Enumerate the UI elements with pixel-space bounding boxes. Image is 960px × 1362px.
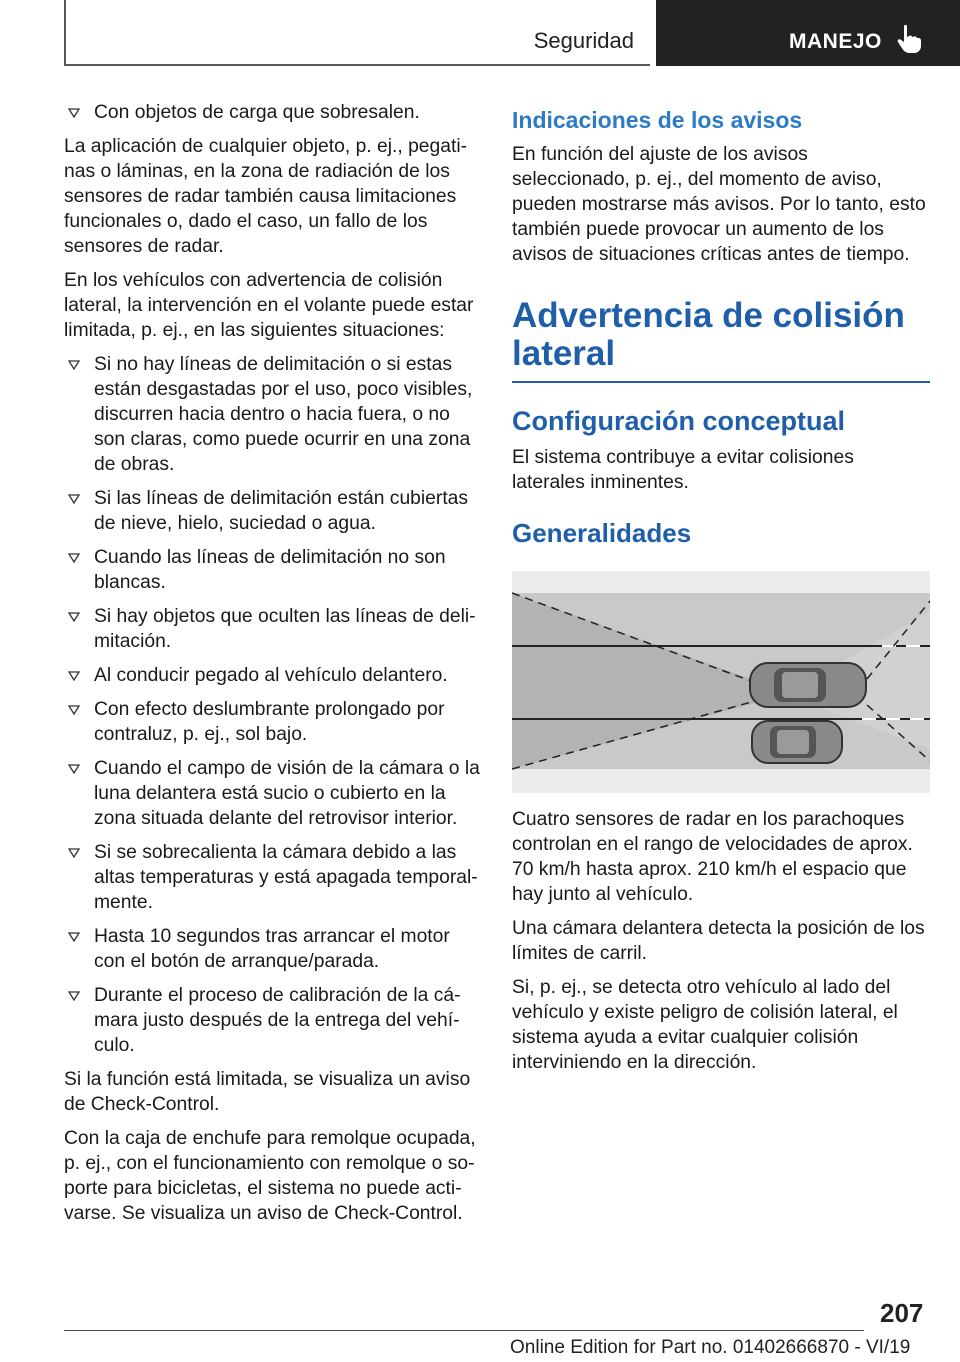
paragraph: La aplicación de cualquier objeto, p. ej., pegatinas o láminas, en la zona de radiación de los sensores de radar también causa limitaciones funcionales o, dado el caso, un fallo de los sensores de radar.	[64, 136, 468, 257]
list-item	[64, 697, 482, 747]
list-item	[64, 756, 482, 831]
triangle-bullet-icon	[68, 671, 80, 681]
list-item	[64, 604, 482, 654]
heading-concept: Configuración conceptual	[512, 406, 846, 436]
triangle-bullet-icon	[68, 612, 80, 622]
list-item-text: Si no hay líneas de delimitación o si estas están desgastadas por el uso, poco visibles, discurren hacia dentro o hacia fuera, o no son claras, como puede ocurrir en una zona de obras.	[94, 354, 473, 475]
header-divider	[64, 0, 66, 65]
list-item	[64, 545, 482, 595]
list-item	[64, 924, 482, 974]
list-item	[64, 486, 482, 536]
triangle-bullet-icon	[68, 108, 80, 118]
paragraph: En función del ajuste de los avisos seleccionado, p. ej., del momento de aviso, pueden mostrarse más avisos. Por lo tanto, esto también puede provocar un aumento de los avisos de situaciones críticas antes de tiempo.	[512, 144, 926, 265]
list-item-text: Con objetos de carga que sobresalen.	[94, 102, 420, 123]
paragraph: Si la función está limitada, se visualiza un aviso de Check-Control.	[64, 1069, 471, 1115]
right-column	[512, 100, 930, 1084]
paragraph: Con la caja de enchufe para remolque ocupada, p. ej., con el funcionamiento con remolque o soporte para bicicletas, el sistema no puede activarse. Se visualiza un aviso de Check-Control.	[64, 1128, 476, 1224]
list-item-text: Durante el proceso de calibración de la cámara justo después de la entrega del vehículo.	[94, 985, 461, 1056]
paragraph: En los vehículos con advertencia de colisión lateral, la intervención en el volante puede estar limitada, p. ej., en las siguientes situaciones:	[64, 270, 474, 341]
list-item-text: Si las líneas de delimitación están cubiertas de nieve, hielo, suciedad o agua.	[94, 488, 469, 534]
list-item	[64, 840, 482, 915]
list-item	[64, 352, 482, 477]
car-icon	[752, 721, 842, 763]
footer-divider	[64, 1330, 864, 1331]
paragraph: El sistema contribuye a evitar colisiones laterales inminentes.	[512, 447, 854, 493]
triangle-bullet-icon	[68, 764, 80, 774]
radar-sensors-illustration	[512, 571, 930, 793]
heading-general: Generalidades	[512, 518, 692, 548]
edition-info: Online Edition for Part no. 01402666870 - VI/19	[510, 1337, 911, 1358]
chapter-heading: Advertencia de colisión lateral	[512, 297, 930, 383]
list-item-text: Si hay objetos que oculten las líneas de delimitación.	[94, 606, 476, 652]
hand-pointer-icon	[896, 24, 922, 54]
situations-list	[64, 352, 482, 1058]
triangle-bullet-icon	[68, 705, 80, 715]
list-item	[64, 100, 482, 125]
page-number: 207	[880, 1298, 924, 1328]
paragraph: Cuatro sensores de radar en los parachoques controlan en el rango de velocidades de aprox. 70 km/h hasta aprox. 210 km/h el espacio que hay junto al vehículo.	[512, 809, 913, 905]
triangle-bullet-icon	[68, 848, 80, 858]
triangle-bullet-icon	[68, 360, 80, 370]
car-icon	[750, 663, 866, 707]
triangle-bullet-icon	[68, 494, 80, 504]
list-item	[64, 983, 482, 1058]
list-item-text: Cuando el campo de visión de la cámara o la luna delantera está sucio o cubierto en la zona situada delante del retrovisor interior.	[94, 758, 480, 829]
paragraph: Si, p. ej., se detecta otro vehículo al lado del vehículo y existe peligro de colisión lateral, el sistema ayuda a evitar cualquier colisión interviniendo en la dirección.	[512, 977, 898, 1073]
list-item-text: Hasta 10 segundos tras arrancar el motor con el botón de arranque/parada.	[94, 926, 450, 972]
header-underline	[64, 64, 650, 66]
paragraph: Una cámara delantera detecta la posición de los límites de carril.	[512, 918, 925, 964]
list-item-text: Al conducir pegado al vehículo delantero.	[94, 665, 448, 686]
page-header	[0, 0, 960, 66]
left-column	[64, 100, 482, 1235]
chapter-tab[interactable]	[656, 0, 960, 66]
list-item	[64, 663, 482, 688]
list-item-text: Si se sobrecalienta la cámara debido a las altas temperaturas y está apagada temporalmente.	[94, 842, 478, 913]
list-item-text: Con efecto deslumbrante prolongado por contraluz, p. ej., sol bajo.	[94, 699, 445, 745]
list-item-text: Cuando las líneas de delimitación no son blancas.	[94, 547, 446, 593]
section-title: Seguridad	[533, 28, 634, 53]
triangle-bullet-icon	[68, 991, 80, 1001]
heading-warnings: Indicaciones de los avisos	[512, 107, 803, 133]
intro-list	[64, 100, 482, 125]
triangle-bullet-icon	[68, 553, 80, 563]
chapter-title: MANEJO	[789, 30, 882, 53]
triangle-bullet-icon	[68, 932, 80, 942]
